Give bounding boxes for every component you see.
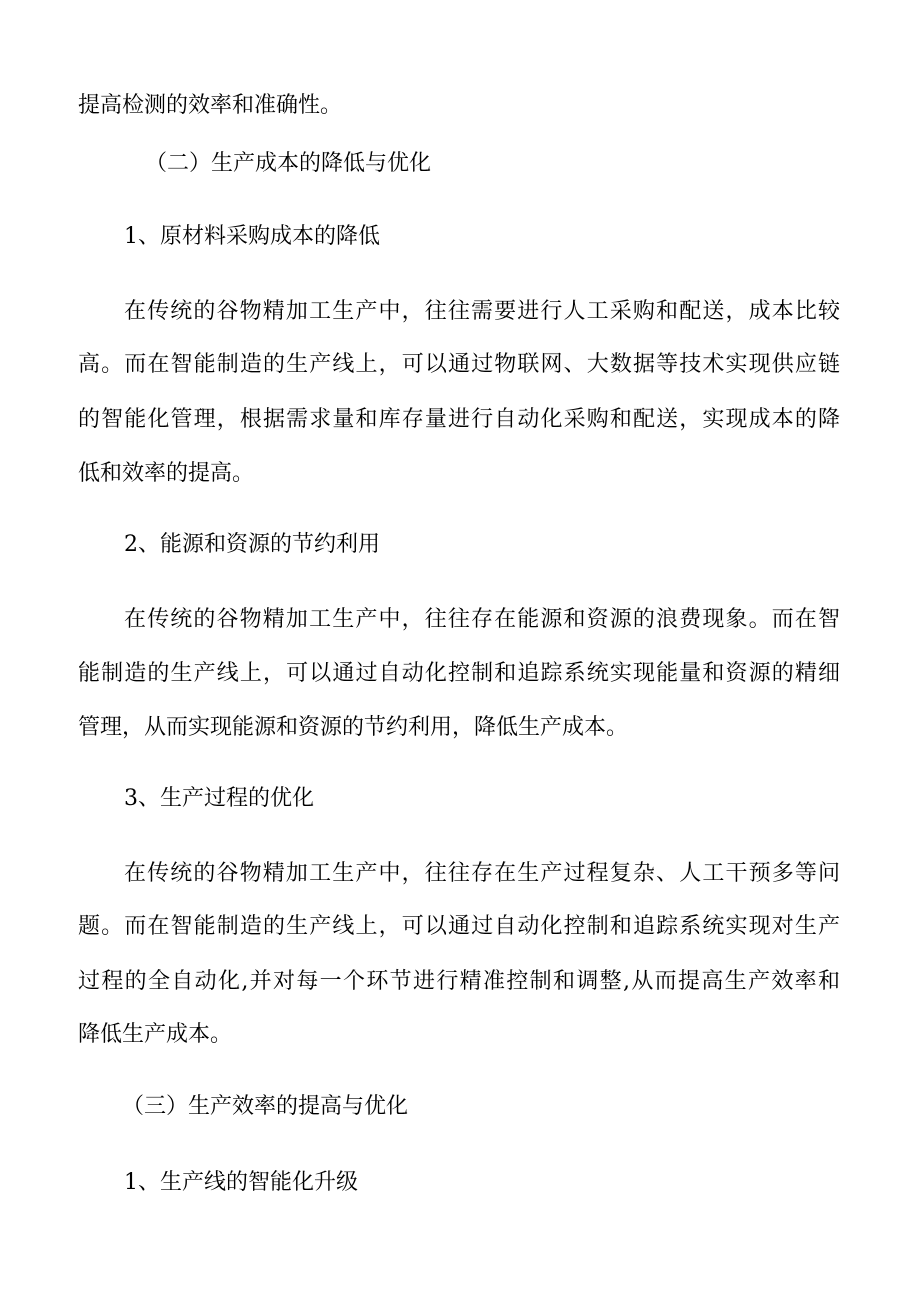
text-line: 在传统的谷物精加工生产中，往往需要进行人工采购和配送，成本比较 xyxy=(124,299,840,324)
text-line: 低和效率的提高。 xyxy=(78,461,255,486)
section-heading-2 xyxy=(0,149,920,179)
text-line: 在传统的谷物精加工生产中，往往存在生产过程复杂、人工干预多等问 xyxy=(124,861,840,886)
subheading-3 xyxy=(0,784,920,814)
subheading-4 xyxy=(0,1168,920,1198)
text-line: 降低生产成本。 xyxy=(78,1022,233,1047)
paragraph-line xyxy=(0,659,920,689)
text-line: 过程的全自动化,并对每一个环节进行精准控制和调整,从而提高生产效率和 xyxy=(78,969,840,994)
section-heading-text: （二）生产成本的降低与优化 xyxy=(145,151,432,176)
paragraph-line xyxy=(0,459,920,489)
paragraph-tail-line xyxy=(0,91,920,121)
paragraph-line xyxy=(0,912,920,942)
subheading-text: 3、生产过程的优化 xyxy=(124,786,314,811)
paragraph-line xyxy=(0,713,920,743)
section-heading-text: （三）生产效率的提高与优化 xyxy=(122,1094,409,1119)
subheading-text: 1、原材料采购成本的降低 xyxy=(124,224,380,249)
paragraph-line xyxy=(0,605,920,635)
paragraph-line xyxy=(0,297,920,327)
paragraph-line xyxy=(0,859,920,889)
paragraph-line xyxy=(0,405,920,435)
paragraph-line xyxy=(0,1020,920,1050)
text-line: 管理，从而实现能源和资源的节约利用，降低生产成本。 xyxy=(78,715,629,740)
subheading-1 xyxy=(0,222,920,252)
text-line: 高。而在智能制造的生产线上，可以通过物联网、大数据等技术实现供应链 xyxy=(78,352,840,377)
subheading-text: 2、能源和资源的节约利用 xyxy=(124,532,380,557)
section-heading-3 xyxy=(0,1092,920,1122)
subheading-text: 1、生产线的智能化升级 xyxy=(124,1170,358,1195)
text-line: 的智能化管理，根据需求量和库存量进行自动化采购和配送，实现成本的降 xyxy=(78,407,840,432)
text-line: 提高检测的效率和准确性。 xyxy=(78,93,343,118)
paragraph-line xyxy=(0,350,920,380)
text-line: 在传统的谷物精加工生产中，往往存在能源和资源的浪费现象。而在智 xyxy=(124,607,840,632)
paragraph-line xyxy=(0,967,920,997)
subheading-2 xyxy=(0,530,920,560)
text-line: 能制造的生产线上，可以通过自动化控制和追踪系统实现能量和资源的精细 xyxy=(78,661,840,686)
text-line: 题。而在智能制造的生产线上，可以通过自动化控制和追踪系统实现对生产 xyxy=(78,914,840,939)
